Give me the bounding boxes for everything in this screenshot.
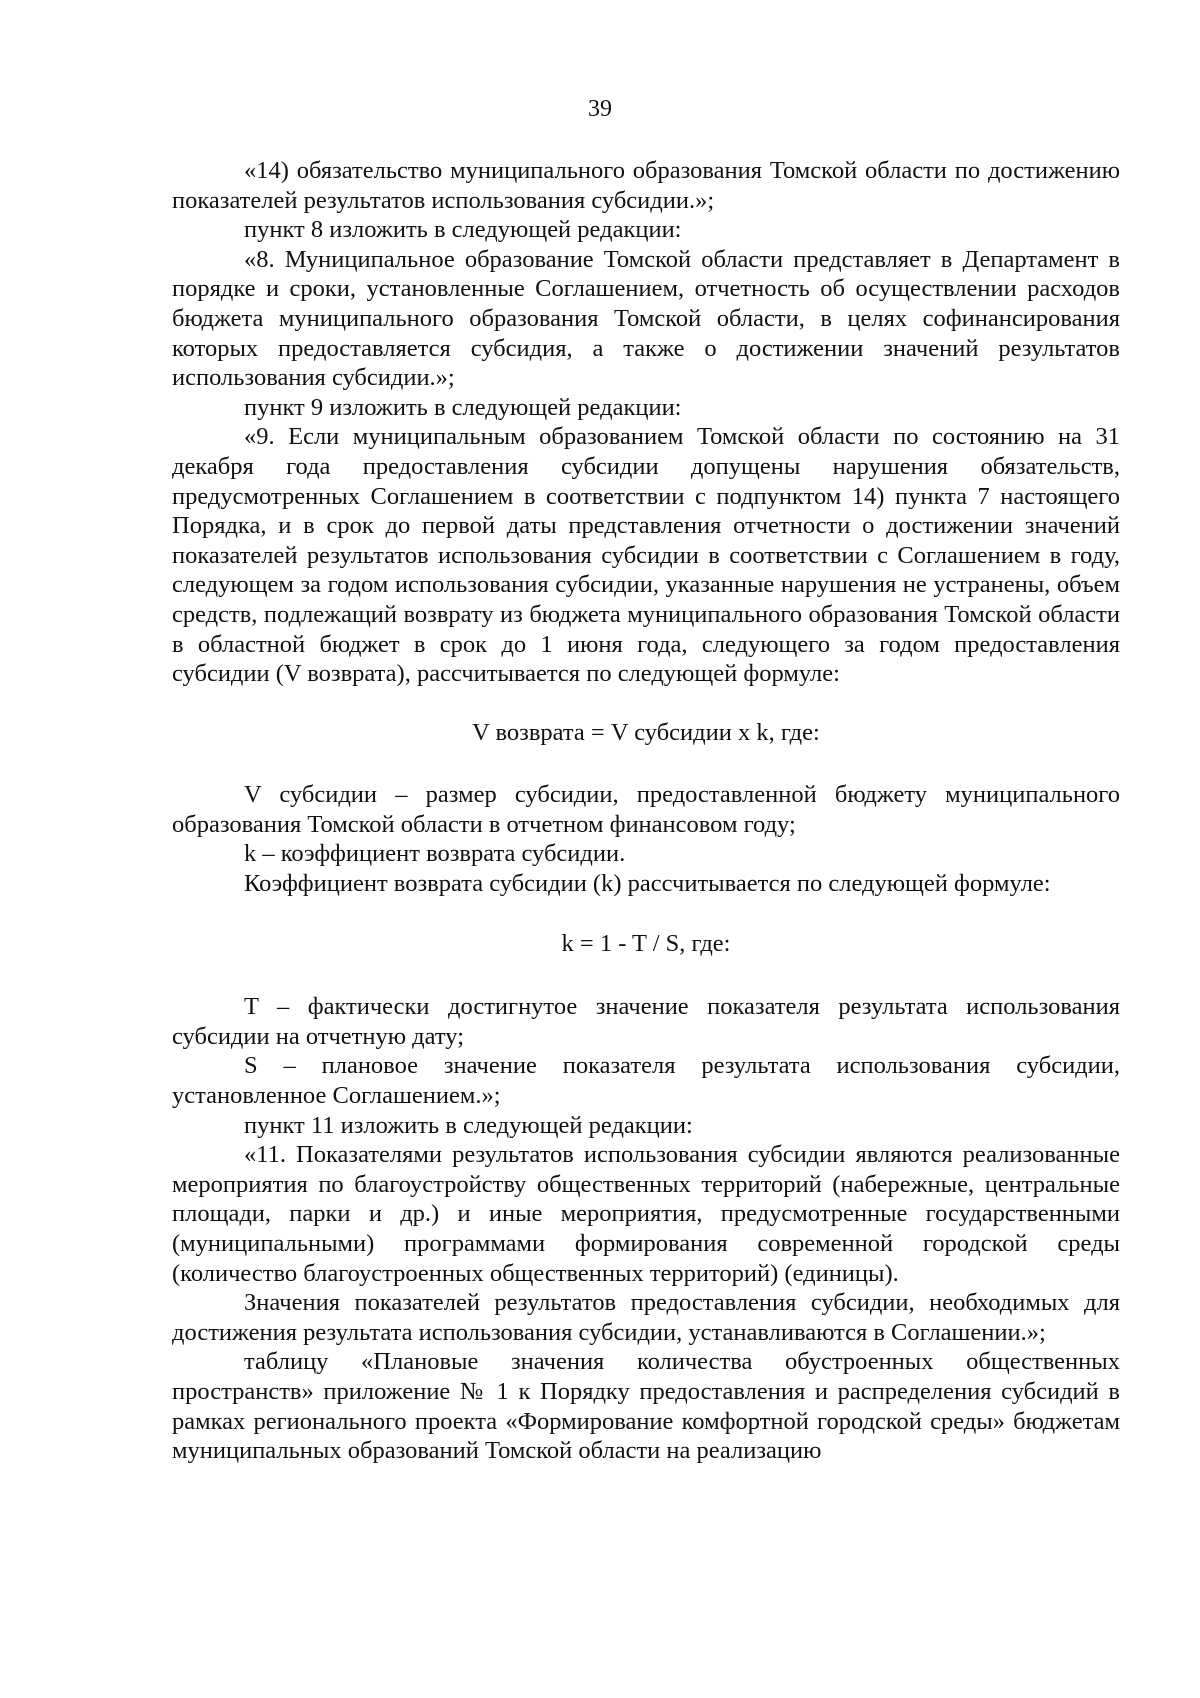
paragraph-obligation-14: «14) обязательство муниципального образования Томской области по достижению показателей результатов использования субсидии.»; <box>172 157 1120 214</box>
formula-return-volume: V возврата = V субсидии x k, где: <box>472 718 820 746</box>
paragraph-item-8-intro: пункт 8 изложить в следующей редакции: <box>244 216 682 244</box>
paragraph-item-9: «9. Если муниципальным образованием Томской области по состоянию на 31 декабря года предоставления субсидии допущены нарушения обязательств, предусмотренных Соглашением в соответствии с подпунктом 14) пункта 7 настоящего Порядка, и в срок до первой даты представления отчетности о достижении значений показателей результатов использования субсидии в соответствии с Соглашением в году, следующем за годом использования субсидии, указанные нарушения не устранены, объем средств, подлежащий возврату из бюджета муниципального образования Томской области в областной бюджет в срок до 1 июня года, следующего за годом предоставления субсидии (V возврата), рассчитывается по следующей формуле: <box>172 423 1120 688</box>
formula-k: k = 1 - T / S, где: <box>561 929 731 957</box>
paragraph-k-formula-intro: Коэффициент возврата субсидии (k) рассчитывается по следующей формуле: <box>244 870 1051 898</box>
paragraph-item-9-intro: пункт 9 изложить в следующей редакции: <box>244 393 682 421</box>
page-number: 39 <box>588 96 612 122</box>
definition-t: T – фактически достигнутое значение показателя результата использования субсидии на отчетную дату; <box>172 993 1120 1050</box>
paragraph-item-11: «11. Показателями результатов использования субсидии являются реализованные мероприятия по благоустройству общественных территорий (набережные, центральные площади, парки и др.) и иные мероприятия, предусмотренные государственными (муниципальными) программами формирования современной городской среды (количество благоустроенных общественных территорий) (единицы). <box>172 1141 1120 1287</box>
definition-s: S – плановое значение показателя результата использования субсидии, установленное Соглашением.»; <box>172 1052 1120 1110</box>
paragraph-indicator-values: Значения показателей результатов предоставления субсидии, необходимых для достижения результата использования субсидии, устанавливаются в Соглашении.»; <box>172 1289 1120 1346</box>
definition-k: k – коэффициент возврата субсидии. <box>244 840 626 868</box>
definition-v-subsidy: V субсидии – размер субсидии, предоставленной бюджету муниципального образования Томской области в отчетном финансовом году; <box>172 781 1120 838</box>
paragraph-item-8: «8. Муниципальное образование Томской области представляет в Департамент в порядке и сроки, установленные Соглашением, отчетность об осуществлении расходов бюджета муниципального образования Томской области, в целях софинансирования которых предоставляется субсидия, а также о достижении значений результатов использования субсидии.»; <box>172 245 1120 392</box>
paragraph-item-11-intro: пункт 11 изложить в следующей редакции: <box>244 1111 693 1139</box>
document-body <box>172 156 1120 1466</box>
paragraph-table-reference: таблицу «Плановые значения количества обустроенных общественных пространств» приложение № 1 к Порядку предоставления и распределения субсидий в рамках регионального проекта «Формирование комфортной городской среды» бюджетам муниципальных образований Томской области на реализацию <box>172 1348 1120 1465</box>
